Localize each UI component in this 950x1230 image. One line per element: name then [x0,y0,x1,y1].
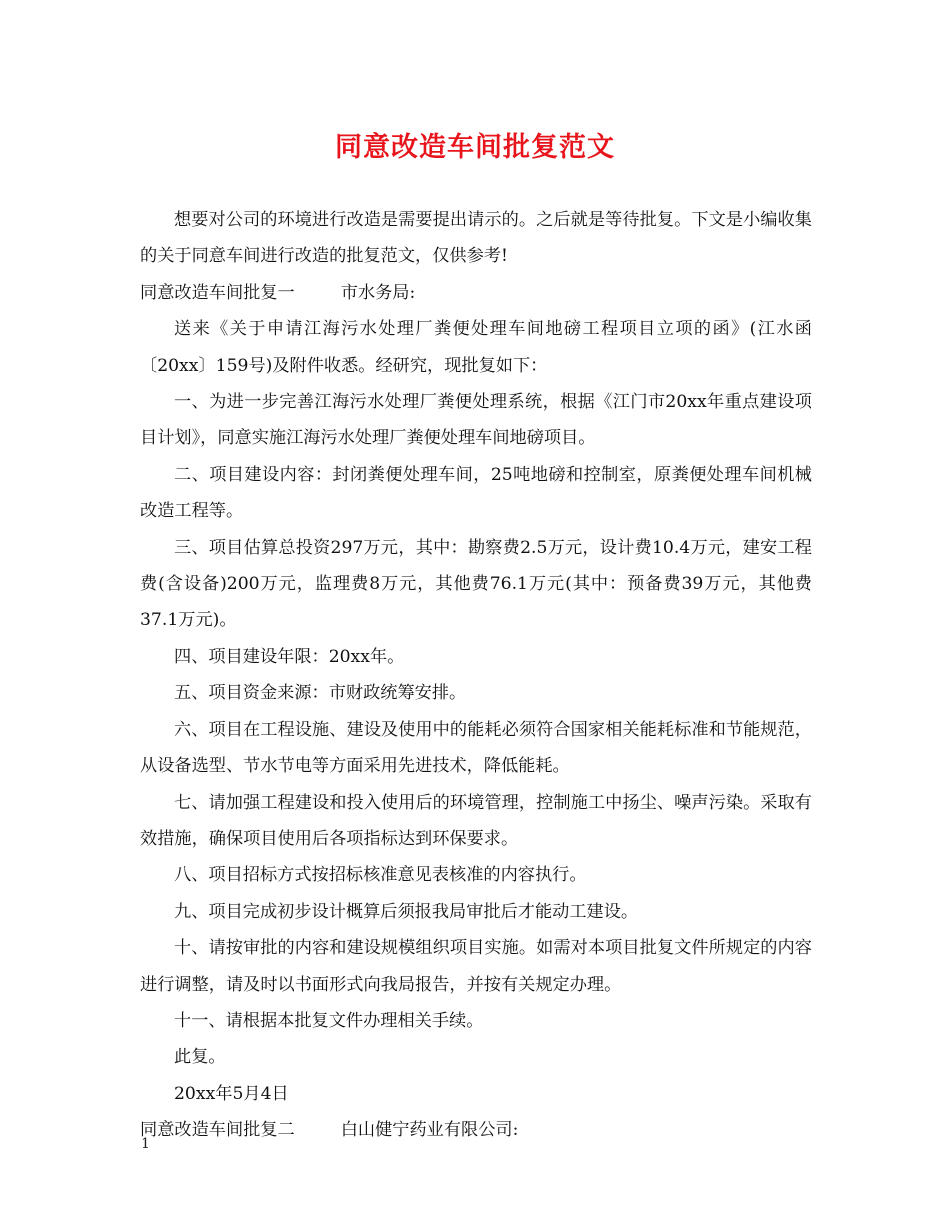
page-number: 1 [141,1136,150,1152]
reply2-heading-line [140,1112,812,1148]
reply1-paragraph: 八、项目招标方式按招标核准意见表核准的内容执行。 [174,865,587,886]
document-title: 同意改造车间批复范文 [335,132,615,163]
reply1-paragraph: 五、项目资金来源：市财政统筹安排。 [174,683,467,704]
reply1-heading-line [140,275,812,311]
reply1-paragraph: 六、项目在工程设施、建设及使用中的能耗必须符合国家相关能耗标准和节能规范，从设备选型、节水节电等方面采用先进技术，降低能耗。 [140,719,812,777]
reply1-paragraph: 二、项目建设内容：封闭粪便处理车间，25吨地磅和控制室，原粪便处理车间机械改造工程等。 [140,464,812,522]
reply1-paragraph: 三、项目估算总投资297万元，其中：勘察费2.5万元，设计费10.4万元，建安工程费(含设备)200万元，监理费8万元，其他费76.1万元(其中：预备费39万元，其他费37.1万元)。 [140,537,812,631]
reply2-heading: 同意改造车间批复二 [140,1120,295,1141]
reply1-paragraph: 送来《关于申请江海污水处理厂粪便处理车间地磅工程项目立项的函》(江水函〔20xx〕159号)及附件收悉。经研究，现批复如下： [140,319,812,376]
reply1-paragraph: 七、请加强工程建设和投入使用后的环境管理，控制施工中扬尘、噪声污染。采取有效措施，确保项目使用后各项指标达到环保要求。 [140,792,812,849]
reply2-addressee: 白山健宁药业有限公司: [340,1120,519,1141]
reply1-date: 20xx年5月4日 [174,1083,289,1104]
reply1-addressee: 市水务局: [340,282,416,303]
reply1-closing: 此复。 [174,1047,226,1068]
intro-paragraph: 想要对公司的环境进行改造是需要提出请示的。之后就是等待批复。下文是小编收集的关于同意车间进行改造的批复范文，仅供参考! [140,210,812,267]
reply1-paragraph: 四、项目建设年限：20xx年。 [174,646,405,667]
document-body [140,202,812,1149]
reply1-heading: 同意改造车间批复一 [140,282,295,303]
reply1-paragraph: 十、请按审批的内容和建设规模组织项目实施。如需对本项目批复文件所规定的内容进行调整，请及时以书面形式向我局报告，并按有关规定办理。 [140,938,812,995]
reply1-paragraph: 九、项目完成初步设计概算后须报我局审批后才能动工建设。 [174,901,639,922]
reply1-paragraph: 一、为进一步完善江海污水处理厂粪便处理系统，根据《江门市20xx年重点建设项目计划》，同意实施江海污水处理厂粪便处理车间地磅项目。 [140,392,812,449]
reply1-paragraph: 十一、请根据本批复文件办理相关手续。 [174,1010,484,1031]
